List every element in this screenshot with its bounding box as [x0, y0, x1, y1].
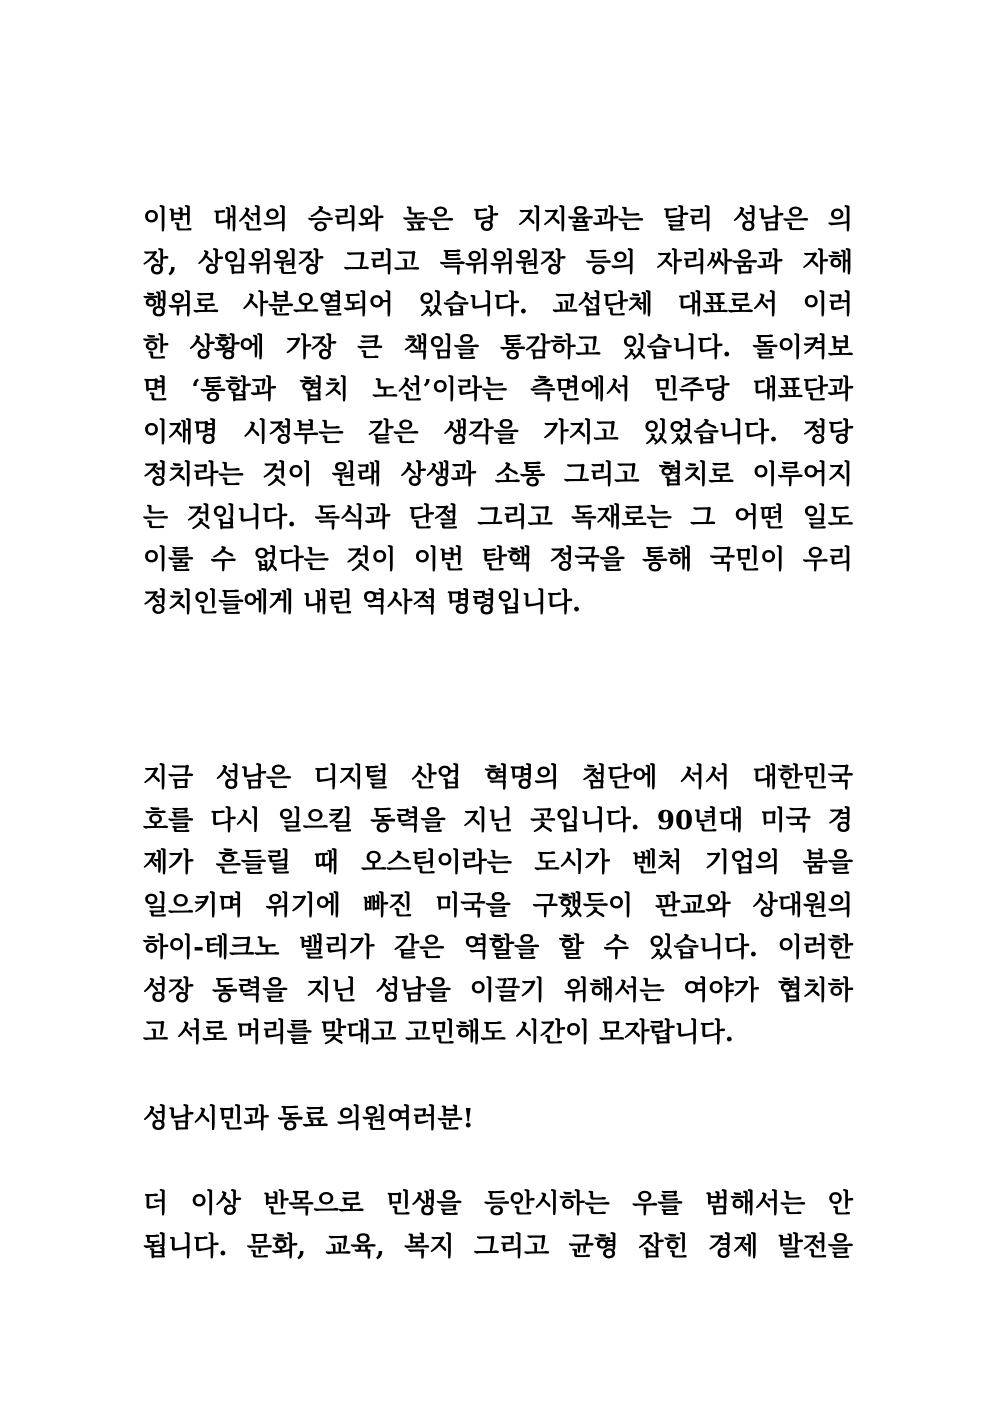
text-line: 됩니다. 문화, 교육, 복지 그리고 균형 잡힌 경제 발전을: [143, 1231, 853, 1262]
text-line: 이재명 시정부는 같은 생각을 가지고 있었습니다. 정당: [143, 417, 853, 448]
text-line: 성남시민과 동료 의원여러분!: [143, 1104, 474, 1134]
text-line: 면 ‘통합과 협치 노선’이라는 측면에서 민주당 대표단과: [143, 375, 853, 405]
text-line: 이룰 수 없다는 것이 이번 탄핵 정국을 통해 국민이 우리: [143, 545, 853, 575]
paragraph-appeal: [143, 1183, 853, 1268]
paragraph-digital-industry: [143, 757, 853, 1055]
paragraph-election-aftermath: [143, 199, 853, 624]
text-line: 제가 흔들릴 때 오스틴이라는 도시가 벤처 기업의 붐을: [143, 848, 853, 878]
text-line: 호를 다시 일으킬 동력을 지닌 곳입니다. 90년대 미국 경: [143, 805, 853, 836]
text-line: 일으키며 위기에 빠진 미국을 구했듯이 판교와 상대원의: [143, 890, 853, 921]
paragraph-address: [143, 1098, 853, 1141]
text-line: 한 상황에 가장 큰 책임을 통감하고 있습니다. 돌이켜보: [143, 332, 853, 363]
text-line: 행위로 사분오열되어 있습니다. 교섭단체 대표로서 이러: [143, 290, 853, 320]
text-line: 정치라는 것이 원래 상생과 소통 그리고 협치로 이루어지: [143, 460, 853, 490]
text-line: 더 이상 반목으로 민생을 등안시하는 우를 범해서는 안: [143, 1189, 853, 1219]
text-line: 성장 동력을 지닌 성남을 이끌기 위해서는 여야가 협치하: [143, 975, 853, 1006]
text-line: 지금 성남은 디지털 산업 혁명의 첨단에 서서 대한민국: [143, 763, 853, 793]
text-line: 고 서로 머리를 맞대고 고민해도 시간이 모자랍니다.: [143, 1018, 734, 1048]
text-line: 는 것입니다. 독식과 단절 그리고 독재로는 그 어떤 일도: [143, 502, 853, 533]
text-line: 장, 상임위원장 그리고 특위위원장 등의 자리싸움과 자해: [143, 247, 853, 278]
text-line: 하이-테크노 밸리가 같은 역할을 할 수 있습니다. 이러한: [143, 933, 853, 963]
text-line: 정치인들에게 내린 역사적 명령입니다.: [143, 587, 582, 618]
text-line: 이번 대선의 승리와 높은 당 지지율과는 달리 성남은 의: [143, 205, 853, 235]
